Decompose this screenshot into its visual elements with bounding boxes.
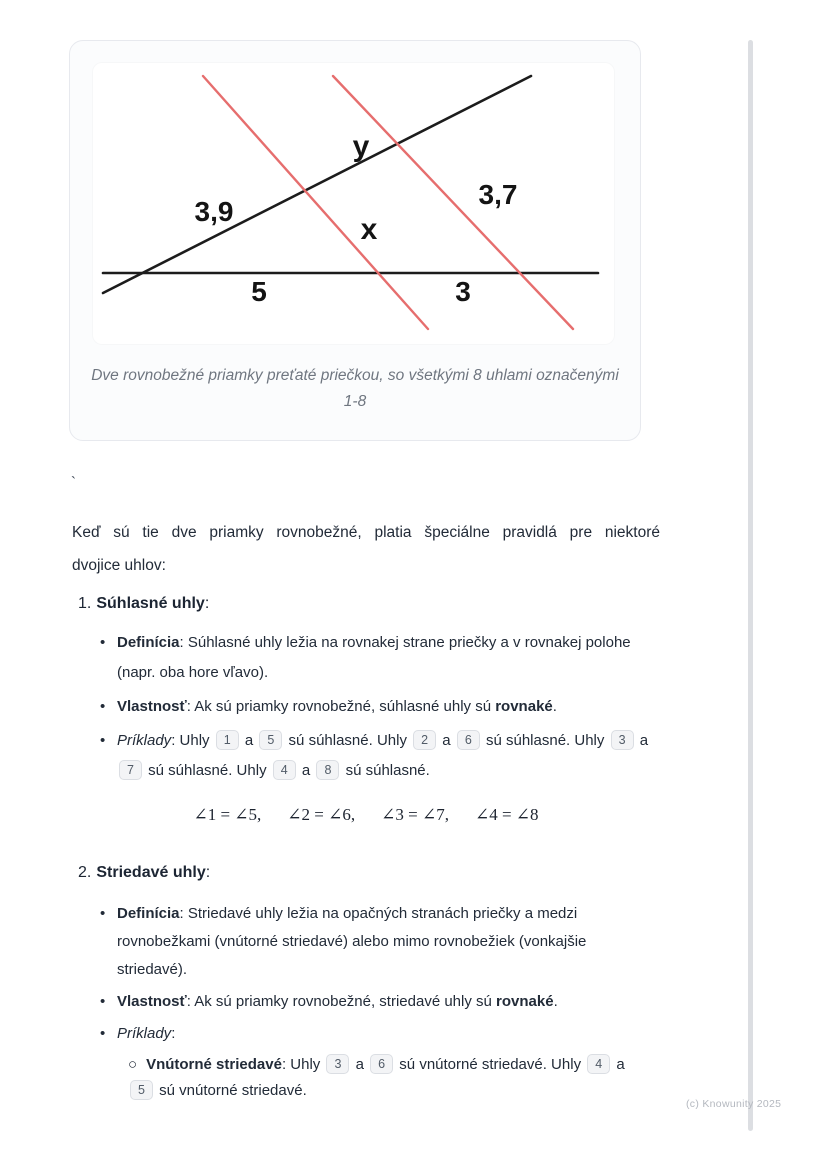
text-run: : Ak sú priamky rovnobežné, striedavé uhly sú [186,993,497,1010]
bullet-marker: • [100,993,106,1010]
label-3: 3 [455,276,471,307]
text-run: . [552,698,557,715]
intro-line1: Keď sú tie dve priamky rovnobežné, platia špeciálne pravidlá pre niektoré [72,524,660,541]
text-run: a [351,1056,369,1073]
angle-number-badge: 4 [273,760,296,780]
bold-text: Vlastnosť [117,698,187,715]
bullet-marker: • [100,732,106,749]
bullet-item-definicia [100,628,652,688]
copyright-watermark: (c) Knowunity 2025 [686,1098,782,1110]
bullet-item-priklady [100,1020,652,1048]
text-run: . [553,993,558,1010]
formula-part: ∠4 = ∠8 [474,805,539,824]
section-number: 2. [78,864,92,881]
intro-paragraph [72,516,660,582]
figure-caption-line1: Dve rovnobežné priamky preťaté priečkou, so všetkými 8 uhlami označenými [91,367,619,384]
label-3-7: 3,7 [478,179,518,210]
text-run: a [297,762,315,779]
bold-text: Vlastnosť [117,993,187,1010]
bold-text: rovnaké [495,698,553,715]
italic-text: Príklady [117,1025,172,1042]
text-run: sú vnútorné striedavé. [155,1082,307,1099]
text-run: a [240,732,258,749]
text-run: : Ak sú priamky rovnobežné, súhlasné uhly sú [186,698,496,715]
figure-caption-line2: 1-8 [343,393,367,410]
text-run: : Uhly [281,1056,325,1073]
parallel-line-1 [203,76,428,329]
bullet-marker: • [100,634,106,651]
bullet-item-priklady [100,726,652,786]
angle-number-badge: 5 [130,1080,153,1100]
scrollbar-thumb[interactable] [748,40,753,1131]
bullet-content [117,900,652,984]
bullet-content [117,988,652,1016]
angle-number-badge: 3 [326,1054,349,1074]
bold-text: rovnaké [496,993,554,1010]
figure-canvas [93,63,614,344]
section-colon: : [204,595,210,612]
bullet-marker: • [100,905,106,922]
angle-number-badge: 6 [370,1054,393,1074]
section-number: 1. [78,595,92,612]
text-run: sú súhlasné. Uhly [481,732,609,749]
section-title: Striedavé uhly [96,864,206,881]
bullet-content [117,726,652,786]
label-5: 5 [251,276,267,307]
label-x: x [360,213,378,246]
angle-number-badge: 3 [611,730,634,750]
section-heading-suhlasne [78,594,209,613]
bullet-marker: • [100,1025,106,1042]
parallel-lines-diagram [93,63,614,344]
diagonal-line [103,76,531,293]
angle-number-badge: 6 [457,730,480,750]
formula-part: ∠1 = ∠5, [193,805,262,824]
bullet-content [117,1020,652,1048]
section-title: Súhlasné uhly [96,595,205,612]
text-run: : Súhlasné uhly ležia na rovnakej strane priečky a v rovnakej polohe (napr. oba hore vľavo). [117,634,631,681]
text-run: a [438,732,455,749]
text-run: : Uhly [171,732,214,749]
label-y: y [352,130,370,163]
bold-text: Definícia [117,905,180,922]
label-3-9: 3,9 [194,196,234,227]
intro-line2: dvojice uhlov: [72,557,166,574]
parallel-line-2 [333,76,573,329]
section-colon: : [205,864,211,881]
text-run: sú vnútorné striedavé. Uhly [395,1056,586,1073]
figure-caption [90,363,620,415]
bold-text: Definícia [117,634,180,651]
angle-equality-formula [72,805,660,825]
angle-number-badge: 7 [119,760,142,780]
figure-card [69,40,641,441]
section-heading-striedave [78,863,210,882]
nested-bullet-marker: ○ [128,1056,138,1073]
angle-number-badge: 8 [316,760,339,780]
bullet-item-vlastnost [100,988,652,1016]
bullet-list-striedave [100,900,652,1104]
bullet-list-suhlasne [100,628,652,790]
text-run: a [635,732,649,749]
text-run: sú súhlasné. [341,762,430,779]
bullet-content [117,628,652,688]
bold-text: Vnútorné striedavé [146,1056,282,1073]
angle-number-badge: 4 [587,1054,610,1074]
angle-number-badge: 1 [216,730,239,750]
bullet-content [117,692,652,722]
bullet-item-vlastnost [100,692,652,722]
bullet-marker: • [100,698,106,715]
angle-number-badge: 2 [413,730,436,750]
formula-part: ∠3 = ∠7, [381,805,449,824]
text-run: : [171,1025,176,1042]
bullet-item-definicia [100,900,652,984]
stray-backtick: ` [71,474,76,491]
nested-bullet-item-vnutorne [100,1052,652,1104]
formula-part: ∠2 = ∠6, [287,805,356,824]
text-run: sú súhlasné. Uhly [144,762,271,779]
text-run: a [612,1056,625,1073]
text-run: : Striedavé uhly ležia na opačných stranách priečky a medzi rovnobežkami (vnútorné striedavé) alebo mimo rovnobežiek (vonkajšie striedavé). [117,905,587,978]
text-run: sú súhlasné. Uhly [284,732,412,749]
angle-number-badge: 5 [259,730,282,750]
italic-text: Príklady [117,732,172,749]
